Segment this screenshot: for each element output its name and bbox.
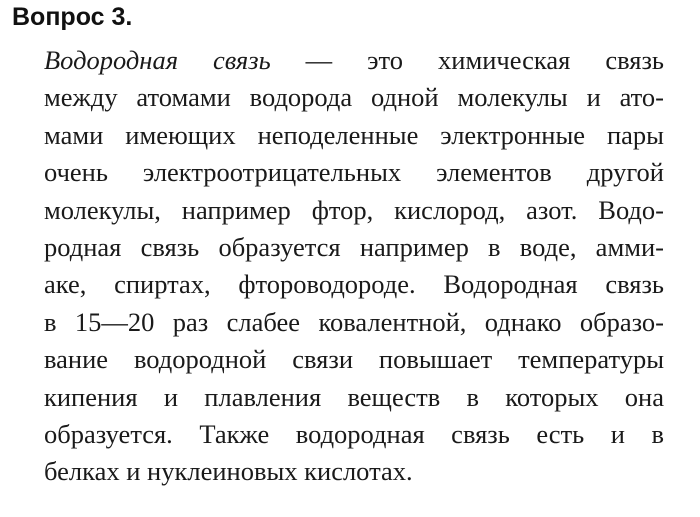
question-heading: Вопрос 3. xyxy=(12,3,133,31)
paragraph-line-2: между атомами водорода одной молекулы и ато- xyxy=(44,82,664,113)
answer-paragraph xyxy=(44,42,664,491)
paragraph-line-3: мами имеющих неподеленные электронные пары xyxy=(44,119,664,150)
paragraph-line-10: кипения и плавления веществ в которых она xyxy=(44,381,664,412)
defined-term: Водородная связь xyxy=(44,45,271,75)
paragraph-line-11: образуется. Также водородная связь есть и в xyxy=(44,418,664,449)
paragraph-line-1-rest: — это химическая связь xyxy=(270,45,664,75)
paragraph-line-8: в 15—20 раз слабее ковалентной, однако образо- xyxy=(44,306,664,337)
paragraph-line-1 xyxy=(44,42,664,79)
paragraph-line-7: аке, спиртах, фтороводороде. Водородная связь xyxy=(44,269,664,300)
paragraph-line-12: белках и нуклеиновых кислотах. xyxy=(44,456,413,487)
paragraph-line-5: молекулы, например фтор, кислород, азот. Водо- xyxy=(44,194,664,225)
paragraph-line-6: родная связь образуется например в воде, амми- xyxy=(44,231,664,262)
paragraph-line-9: вание водородной связи повышает температуры xyxy=(44,344,664,375)
paragraph-line-4: очень электроотрицательных элементов другой xyxy=(44,157,664,188)
